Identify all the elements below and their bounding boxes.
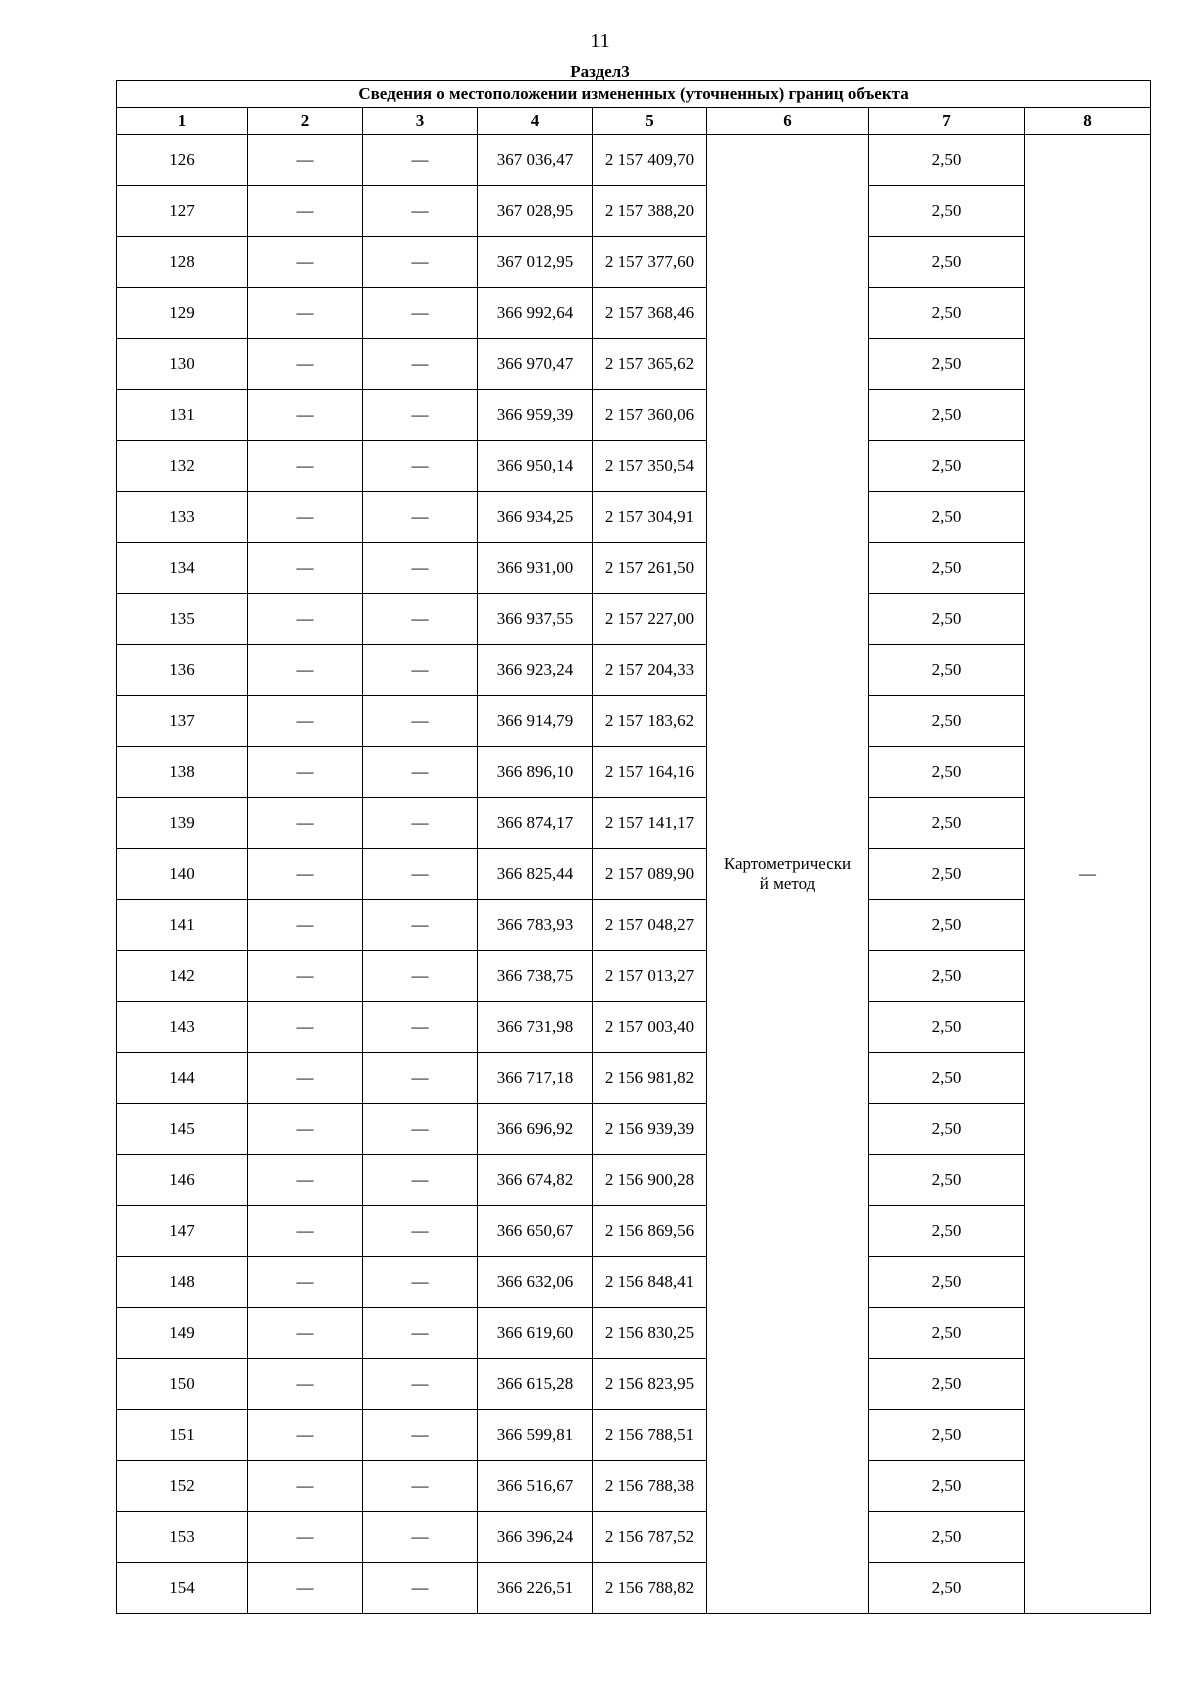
column-3-cell: — [363,645,478,696]
column-3-cell: — [363,186,478,237]
table-row [117,339,1151,390]
table-row [117,492,1151,543]
table-row [117,1206,1151,1257]
table-row [117,135,1151,186]
column-3-cell: — [363,1410,478,1461]
column-3-cell: — [363,543,478,594]
table-row [117,237,1151,288]
y-coordinate-cell: 2 157 003,40 [593,1002,707,1053]
x-coordinate-cell: 366 599,81 [478,1410,593,1461]
page-number: 11 [590,30,610,52]
accuracy-cell: 2,50 [869,1512,1025,1563]
column-3-cell: — [363,1053,478,1104]
column-number: 6 [707,108,869,135]
y-coordinate-cell: 2 157 368,46 [593,288,707,339]
table-row [117,1002,1151,1053]
column-3-cell: — [363,1359,478,1410]
x-coordinate-cell: 366 717,18 [478,1053,593,1104]
point-number-cell: 145 [117,1104,248,1155]
x-coordinate-cell: 366 674,82 [478,1155,593,1206]
column-2-cell: — [248,135,363,186]
accuracy-cell: 2,50 [869,186,1025,237]
table-row [117,1308,1151,1359]
point-number-cell: 154 [117,1563,248,1614]
column-3-cell: — [363,1257,478,1308]
column-2-cell: — [248,798,363,849]
column-number: 7 [869,108,1025,135]
y-coordinate-cell: 2 156 900,28 [593,1155,707,1206]
y-coordinate-cell: 2 157 183,62 [593,696,707,747]
column-3-cell: — [363,1104,478,1155]
table-row [117,1359,1151,1410]
column-2-cell: — [248,390,363,441]
accuracy-cell: 2,50 [869,1155,1025,1206]
column-number: 1 [117,108,248,135]
table-row [117,1155,1151,1206]
y-coordinate-cell: 2 156 787,52 [593,1512,707,1563]
y-coordinate-cell: 2 157 089,90 [593,849,707,900]
y-coordinate-cell: 2 156 869,56 [593,1206,707,1257]
point-number-cell: 146 [117,1155,248,1206]
column-8-cell: — [1025,135,1151,1614]
column-3-cell: — [363,441,478,492]
x-coordinate-cell: 366 923,24 [478,645,593,696]
column-2-cell: — [248,1053,363,1104]
accuracy-cell: 2,50 [869,1104,1025,1155]
point-number-cell: 126 [117,135,248,186]
point-number-cell: 128 [117,237,248,288]
x-coordinate-cell: 366 615,28 [478,1359,593,1410]
column-3-cell: — [363,1308,478,1359]
table-row [117,1461,1151,1512]
accuracy-cell: 2,50 [869,900,1025,951]
table-row [117,1410,1151,1461]
column-3-cell: — [363,492,478,543]
x-coordinate-cell: 366 738,75 [478,951,593,1002]
point-number-cell: 147 [117,1206,248,1257]
y-coordinate-cell: 2 157 350,54 [593,441,707,492]
x-coordinate-cell: 366 632,06 [478,1257,593,1308]
column-2-cell: — [248,1410,363,1461]
y-coordinate-cell: 2 157 048,27 [593,900,707,951]
accuracy-cell: 2,50 [869,135,1025,186]
x-coordinate-cell: 366 896,10 [478,747,593,798]
accuracy-cell: 2,50 [869,1002,1025,1053]
x-coordinate-cell: 366 396,24 [478,1512,593,1563]
point-number-cell: 148 [117,1257,248,1308]
y-coordinate-cell: 2 157 227,00 [593,594,707,645]
point-number-cell: 140 [117,849,248,900]
point-number-cell: 144 [117,1053,248,1104]
column-3-cell: — [363,747,478,798]
table-row [117,798,1151,849]
column-3-cell: — [363,1563,478,1614]
column-3-cell: — [363,1512,478,1563]
y-coordinate-cell: 2 156 830,25 [593,1308,707,1359]
x-coordinate-cell: 367 028,95 [478,186,593,237]
y-coordinate-cell: 2 157 141,17 [593,798,707,849]
column-2-cell: — [248,1359,363,1410]
y-coordinate-cell: 2 157 164,16 [593,747,707,798]
column-2-cell: — [248,288,363,339]
column-3-cell: — [363,951,478,1002]
point-number-cell: 129 [117,288,248,339]
accuracy-cell: 2,50 [869,1461,1025,1512]
table-row [117,1512,1151,1563]
column-2-cell: — [248,339,363,390]
column-2-cell: — [248,1308,363,1359]
table-row [117,390,1151,441]
table-row [117,696,1151,747]
accuracy-cell: 2,50 [869,1410,1025,1461]
x-coordinate-cell: 366 650,67 [478,1206,593,1257]
x-coordinate-cell: 366 992,64 [478,288,593,339]
accuracy-cell: 2,50 [869,1053,1025,1104]
y-coordinate-cell: 2 157 360,06 [593,390,707,441]
accuracy-cell: 2,50 [869,441,1025,492]
section-title: Раздел3 [570,62,630,81]
column-number: 4 [478,108,593,135]
point-number-cell: 139 [117,798,248,849]
table-row [117,1257,1151,1308]
table-row [117,1563,1151,1614]
table-row [117,747,1151,798]
column-2-cell: — [248,1206,363,1257]
column-2-cell: — [248,747,363,798]
accuracy-cell: 2,50 [869,594,1025,645]
column-3-cell: — [363,594,478,645]
table-row [117,1104,1151,1155]
column-2-cell: — [248,900,363,951]
y-coordinate-cell: 2 156 848,41 [593,1257,707,1308]
column-3-cell: — [363,1461,478,1512]
column-2-cell: — [248,492,363,543]
column-3-cell: — [363,900,478,951]
column-2-cell: — [248,237,363,288]
point-number-cell: 130 [117,339,248,390]
column-3-cell: — [363,237,478,288]
column-3-cell: — [363,1002,478,1053]
accuracy-cell: 2,50 [869,696,1025,747]
accuracy-cell: 2,50 [869,492,1025,543]
point-number-cell: 127 [117,186,248,237]
point-number-cell: 135 [117,594,248,645]
table-row [117,951,1151,1002]
column-2-cell: — [248,1155,363,1206]
x-coordinate-cell: 366 731,98 [478,1002,593,1053]
column-2-cell: — [248,1512,363,1563]
x-coordinate-cell: 366 696,92 [478,1104,593,1155]
column-2-cell: — [248,1002,363,1053]
y-coordinate-cell: 2 157 388,20 [593,186,707,237]
y-coordinate-cell: 2 157 013,27 [593,951,707,1002]
column-2-cell: — [248,543,363,594]
column-2-cell: — [248,186,363,237]
accuracy-cell: 2,50 [869,1257,1025,1308]
column-2-cell: — [248,441,363,492]
column-2-cell: — [248,594,363,645]
column-3-cell: — [363,696,478,747]
y-coordinate-cell: 2 157 304,91 [593,492,707,543]
point-number-cell: 141 [117,900,248,951]
table-row [117,186,1151,237]
x-coordinate-cell: 366 619,60 [478,1308,593,1359]
column-2-cell: — [248,1104,363,1155]
method-text-line: й метод [759,874,816,893]
x-coordinate-cell: 366 959,39 [478,390,593,441]
x-coordinate-cell: 366 934,25 [478,492,593,543]
point-number-cell: 151 [117,1410,248,1461]
column-number: 5 [593,108,707,135]
column-3-cell: — [363,135,478,186]
point-number-cell: 134 [117,543,248,594]
point-number-cell: 153 [117,1512,248,1563]
x-coordinate-cell: 366 783,93 [478,900,593,951]
x-coordinate-cell: 366 937,55 [478,594,593,645]
table-caption: Сведения о местоположении измененных (уточненных) границ объекта [117,81,1151,108]
column-2-cell: — [248,1461,363,1512]
boundary-coordinates-table [116,80,1151,1614]
table-row [117,543,1151,594]
y-coordinate-cell: 2 157 261,50 [593,543,707,594]
point-number-cell: 152 [117,1461,248,1512]
accuracy-cell: 2,50 [869,1359,1025,1410]
column-2-cell: — [248,696,363,747]
point-number-cell: 143 [117,1002,248,1053]
point-number-cell: 149 [117,1308,248,1359]
accuracy-cell: 2,50 [869,288,1025,339]
accuracy-cell: 2,50 [869,237,1025,288]
table-row [117,645,1151,696]
accuracy-cell: 2,50 [869,1206,1025,1257]
column-3-cell: — [363,1206,478,1257]
accuracy-cell: 2,50 [869,1563,1025,1614]
column-number: 8 [1025,108,1151,135]
table-row [117,594,1151,645]
table-row [117,441,1151,492]
column-3-cell: — [363,288,478,339]
y-coordinate-cell: 2 157 365,62 [593,339,707,390]
x-coordinate-cell: 366 825,44 [478,849,593,900]
table-row [117,849,1151,900]
x-coordinate-cell: 366 950,14 [478,441,593,492]
accuracy-cell: 2,50 [869,645,1025,696]
point-number-cell: 136 [117,645,248,696]
column-2-cell: — [248,951,363,1002]
y-coordinate-cell: 2 157 377,60 [593,237,707,288]
table-row [117,1053,1151,1104]
column-number: 3 [363,108,478,135]
method-text-line: Картометрически [723,854,852,873]
point-number-cell: 133 [117,492,248,543]
accuracy-cell: 2,50 [869,747,1025,798]
column-2-cell: — [248,1563,363,1614]
y-coordinate-cell: 2 156 788,82 [593,1563,707,1614]
column-3-cell: — [363,798,478,849]
y-coordinate-cell: 2 157 409,70 [593,135,707,186]
point-number-cell: 132 [117,441,248,492]
accuracy-cell: 2,50 [869,951,1025,1002]
x-coordinate-cell: 366 226,51 [478,1563,593,1614]
column-3-cell: — [363,1155,478,1206]
accuracy-cell: 2,50 [869,390,1025,441]
x-coordinate-cell: 366 516,67 [478,1461,593,1512]
y-coordinate-cell: 2 156 788,38 [593,1461,707,1512]
y-coordinate-cell: 2 156 823,95 [593,1359,707,1410]
table-row [117,288,1151,339]
column-number: 2 [248,108,363,135]
point-number-cell: 138 [117,747,248,798]
accuracy-cell: 2,50 [869,1308,1025,1359]
y-coordinate-cell: 2 157 204,33 [593,645,707,696]
column-2-cell: — [248,645,363,696]
accuracy-cell: 2,50 [869,339,1025,390]
point-number-cell: 142 [117,951,248,1002]
method-cell [707,135,869,1614]
accuracy-cell: 2,50 [869,543,1025,594]
x-coordinate-cell: 366 931,00 [478,543,593,594]
column-3-cell: — [363,339,478,390]
column-3-cell: — [363,849,478,900]
y-coordinate-cell: 2 156 788,51 [593,1410,707,1461]
x-coordinate-cell: 367 036,47 [478,135,593,186]
y-coordinate-cell: 2 156 981,82 [593,1053,707,1104]
column-2-cell: — [248,1257,363,1308]
x-coordinate-cell: 366 914,79 [478,696,593,747]
point-number-cell: 131 [117,390,248,441]
point-number-cell: 150 [117,1359,248,1410]
accuracy-cell: 2,50 [869,798,1025,849]
accuracy-cell: 2,50 [869,849,1025,900]
y-coordinate-cell: 2 156 939,39 [593,1104,707,1155]
x-coordinate-cell: 367 012,95 [478,237,593,288]
table-row [117,900,1151,951]
point-number-cell: 137 [117,696,248,747]
x-coordinate-cell: 366 874,17 [478,798,593,849]
x-coordinate-cell: 366 970,47 [478,339,593,390]
column-2-cell: — [248,849,363,900]
column-3-cell: — [363,390,478,441]
